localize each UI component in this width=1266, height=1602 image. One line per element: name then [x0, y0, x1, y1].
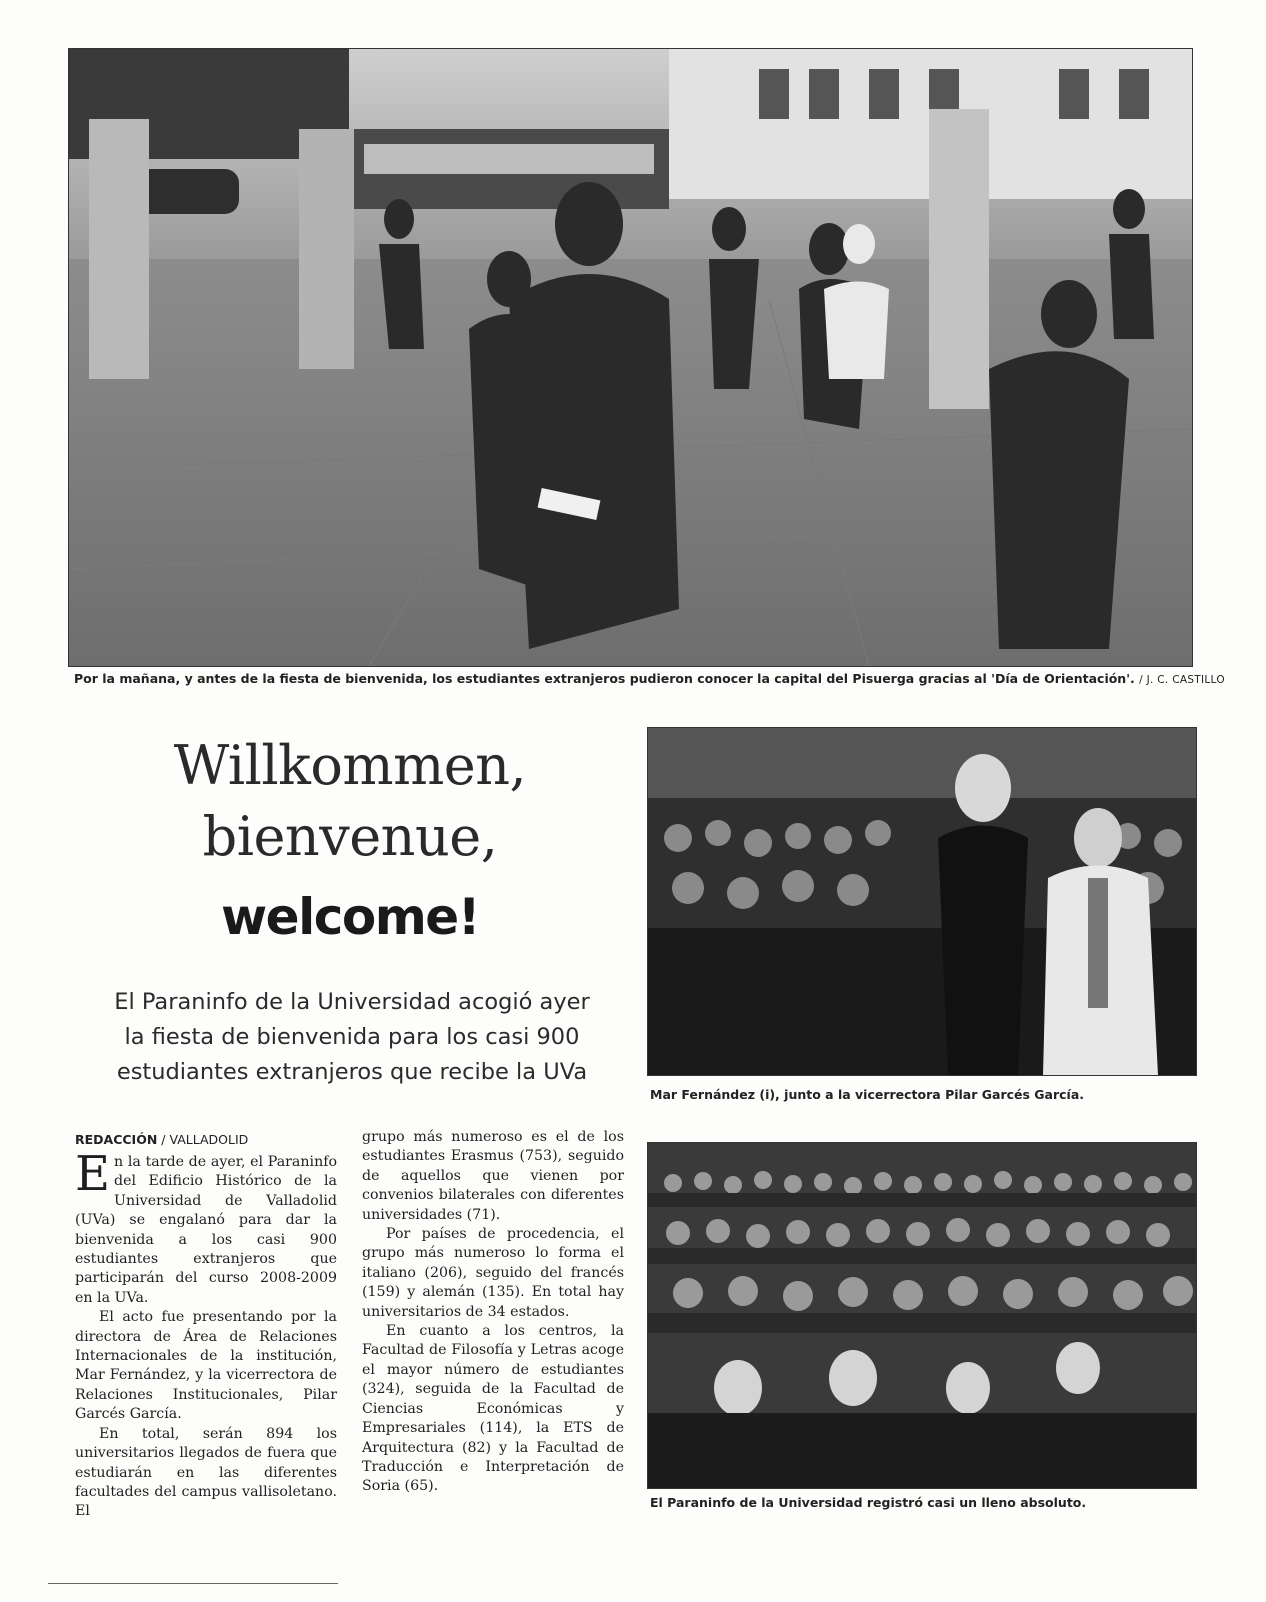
auditorium-photo-caption: El Paraninfo de la Universidad registró casi un lleno absoluto.: [650, 1495, 1087, 1510]
subheadline-line-1: El Paraninfo de la Universidad acogió ayer: [114, 989, 590, 1015]
headline-line-2: bienvenue,: [202, 805, 498, 868]
auditorium-audience-image: [648, 1143, 1196, 1488]
auditorium-speakers-image: [648, 728, 1196, 1075]
paragraph-5: Por países de procedencia, el grupo más numeroso lo forma el italiano (206), seguido del francés (159) y alemán (135). En total hay universitarios de 34 estados.: [362, 1226, 624, 1320]
top-photo-caption: [74, 671, 1225, 686]
article-column-middle: [362, 1128, 624, 1497]
street-scene-image: [69, 49, 1192, 666]
subheadline-line-3: estudiantes extranjeros que recibe la UVa: [116, 1059, 588, 1085]
bottom-rule: [48, 1583, 338, 1584]
byline-place: / VALLADOLID: [157, 1132, 249, 1147]
headline-line-3: welcome!: [220, 888, 480, 946]
auditorium-photo: [647, 1142, 1197, 1489]
headline-line-1: Willkommen,: [173, 734, 527, 797]
byline: [75, 1132, 248, 1147]
paragraph-1-text: n la tarde de ayer, el Paraninfo del Edificio Histórico de la Universidad de Valladolid (UVa) se engalanó para dar la bienvenida a los casi 900 estudiantes extranjeros que participarán del curso 2008-2009 en la UVa.: [75, 1154, 337, 1306]
paragraph-4: grupo más numeroso es el de los estudiantes Erasmus (753), seguido de aquellos que vienen por convenios bilaterales con diferentes universidades (71).: [362, 1129, 624, 1223]
paragraph-1: [75, 1146, 337, 1308]
photo-credit: / J. C. CASTILLO: [1139, 674, 1225, 686]
vicerrectora-photo-caption: Mar Fernández (i), junto a la vicerrectora Pilar Garcés García.: [650, 1087, 1085, 1102]
paragraph-3: En total, serán 894 los universitarios llegados de fuera que estudiarán en las diferentes facultades del campus vallisoletano. El: [75, 1425, 337, 1520]
paragraph-2: El acto fue presentando por la directora de Área de Relaciones Internacionales de la institución, Mar Fernández, y la vicerrectora de Relaciones Institucionales, Pilar Garcés García.: [75, 1309, 337, 1423]
byline-author: REDACCIÓN: [75, 1132, 158, 1147]
dropcap: E: [75, 1146, 111, 1202]
caption-text: Por la mañana, y antes de la fiesta de bienvenida, los estudiantes extranjeros pudieron conocer la capital del Pisuerga gracias al 'Día de Orientación'.: [74, 671, 1135, 686]
paragraph-6: En cuanto a los centros, la Facultad de Filosofía y Letras acoge el mayor número de estudiantes (324), seguida de la Facultad de Ciencias Económicas y Empresariales (114), la ETS de Arquitectura (82) y la Facultad de Traducción e Interpretación de Soria (65).: [362, 1323, 624, 1495]
subheadline-line-2: la fiesta de bienvenida para los casi 900: [124, 1024, 580, 1050]
article-column-left: [75, 1146, 337, 1522]
vicerrectora-photo: [647, 727, 1197, 1076]
top-photo: [68, 48, 1193, 667]
